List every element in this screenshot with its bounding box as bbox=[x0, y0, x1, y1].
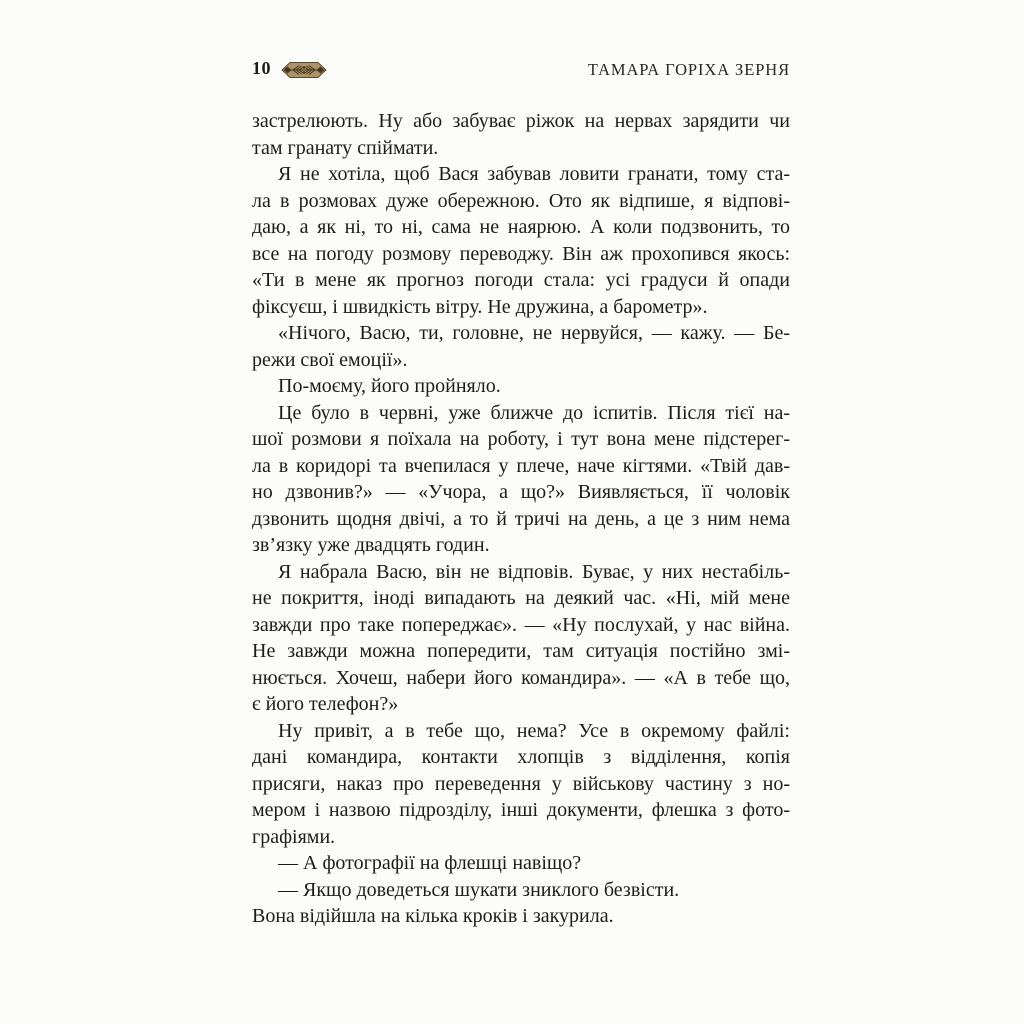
paragraph bbox=[252, 400, 790, 559]
text-line: дзвонить щодня двічі, а то й тричі на день, а це з ним нема bbox=[252, 507, 790, 530]
text-line: Це було в червні, уже ближче до іспитів. Після тієї на- bbox=[278, 401, 790, 424]
hexagonal-leaf-ornament-icon bbox=[281, 61, 327, 79]
text-line: не покриття, іноді випадають на деякий час. «Ні, мій мене bbox=[252, 587, 790, 609]
paragraph bbox=[252, 877, 790, 904]
text-line: графіями. bbox=[252, 825, 336, 848]
text-line: «Ти в мене як прогноз погоди стала: усі градуси й опади bbox=[252, 269, 790, 291]
text-line: По-моєму, його пройняло. bbox=[278, 375, 501, 397]
text-line: ла в коридорі та вчепилася у плече, наче кігтями. «Твій дав- bbox=[252, 454, 790, 477]
text-line: — А фотографії на флешці навіщо? bbox=[278, 852, 582, 874]
text-line: дані командира, контакти хлопців з відділення, копія bbox=[252, 746, 790, 768]
text-line: Ну привіт, а в тебе що, нема? Усе в окремому файлі: bbox=[278, 719, 790, 742]
text-line: все на погоду розмову переводжу. Він аж прохопився якось: bbox=[252, 242, 790, 265]
paragraph bbox=[252, 559, 790, 718]
text-line: но дзвонив?» — «Учора, а що?» Виявляється, її чоловік bbox=[252, 481, 790, 503]
text-line: ла в розмовах дуже обережною. Ото як відпише, я відпові- bbox=[252, 189, 790, 212]
paragraph bbox=[252, 108, 790, 161]
text-line: є його телефон?» bbox=[252, 693, 399, 715]
text-line: нюється. Хочеш, набери його командира». — «А в тебе що, bbox=[252, 666, 790, 689]
paragraph bbox=[252, 850, 790, 877]
page-header bbox=[252, 58, 790, 82]
text-line: присяги, наказ про переведення у військову частину з но- bbox=[252, 772, 790, 795]
text-line: Вона відійшла на кілька кроків і закурила. bbox=[252, 905, 614, 927]
text-line: мером і назвою підрозділу, інші документи, флешка з фото- bbox=[252, 799, 790, 821]
paragraph bbox=[252, 320, 790, 373]
body-text bbox=[252, 108, 790, 930]
text-line: Я не хотіла, щоб Вася забував ловити гранати, тому ста- bbox=[278, 163, 790, 185]
text-line: шої розмови я поїхала на роботу, і тут вона мене підстерег- bbox=[252, 428, 790, 450]
running-head-author: ТАМАРА ГОРІХА ЗЕРНЯ bbox=[587, 60, 790, 79]
text-line: «Нічого, Васю, ти, головне, не нервуйся, — кажу. — Бе- bbox=[278, 322, 790, 344]
text-line: — Якщо доведеться шукати зниклого безвісти. bbox=[278, 878, 680, 901]
text-line: режи свої емоції». bbox=[252, 348, 408, 371]
paragraph bbox=[252, 718, 790, 851]
text-line: Не завжди можна попередити, там ситуація постійно змі- bbox=[252, 640, 790, 662]
paragraph bbox=[252, 903, 790, 930]
text-line: там гранату спіймати. bbox=[252, 136, 439, 159]
text-line: завжди про таке попереджає». — «Ну послухай, у нас війна. bbox=[252, 613, 790, 636]
page-number: 10 bbox=[252, 58, 271, 78]
text-line: Я набрала Васю, він не відповів. Буває, у них нестабіль- bbox=[278, 560, 790, 583]
text-line: даю, а як ні, то ні, сама не наярюю. А коли подзвонить, то bbox=[252, 216, 790, 238]
paragraph bbox=[252, 373, 790, 400]
text-line: зв’язку уже двадцять годин. bbox=[252, 534, 490, 556]
paragraph bbox=[252, 161, 790, 320]
text-line: застрелюють. Ну або забуває ріжок на нервах зарядити чи bbox=[252, 110, 790, 132]
text-line: фіксуєш, і швидкість вітру. Не дружина, а барометр». bbox=[252, 295, 708, 318]
